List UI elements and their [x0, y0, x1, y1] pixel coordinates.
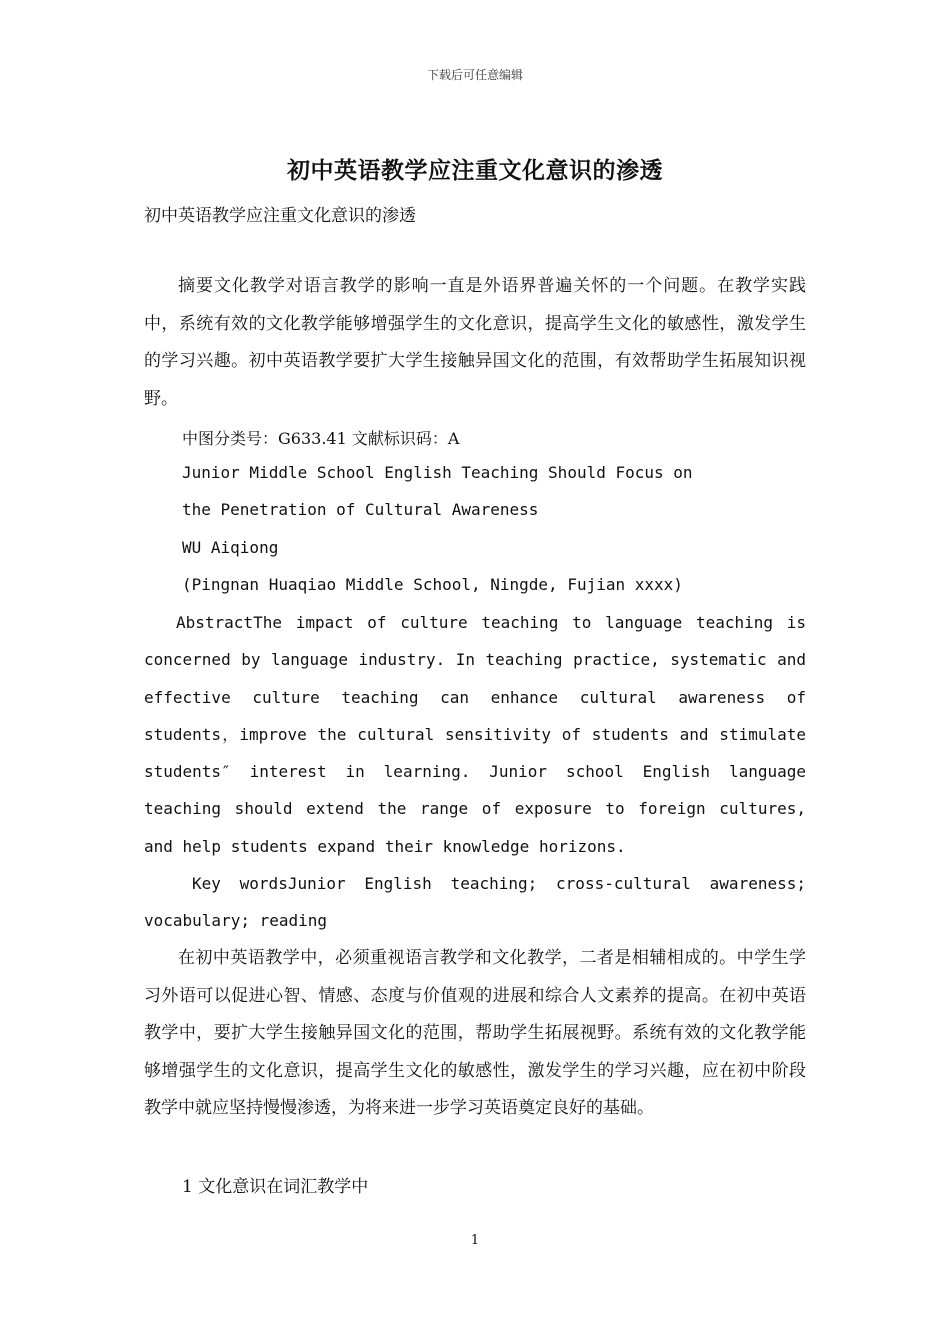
page-number: 1 — [470, 1233, 480, 1248]
section-heading-1: 1 文化意识在词汇教学中 — [182, 1177, 369, 1197]
english-title-line-1: Junior Middle School English Teaching Should Focus on — [182, 463, 693, 482]
abstract-en: AbstractThe impact of culture teaching to language teaching is concerned by language industry. In teaching practice, systematic and effective culture teaching can enhance cultural awareness of students，improve the cultural sensitivity of students and stimulate students″ interest in learning. Junior school English language teaching should extend the range of exposure to foreign cultures, and help students expand their knowledge horizons. — [144, 613, 806, 856]
document-title: 初中英语教学应注重文化意识的渗透 — [287, 157, 663, 184]
keywords-en: Key wordsJunior English teaching; cross-cultural awareness; vocabulary; reading — [144, 874, 806, 931]
body-paragraph-1: 在初中英语教学中，必须重视语言教学和文化教学，二者是相辅相成的。中学生学习外语可以促进心智、情感、态度与价值观的进展和综合人文素养的提高。在初中英语教学中，要扩大学生接触异国文化的范围，帮助学生拓展视野。系统有效的文化教学能够增强学生的文化意识，提高学生文化的敏感性，激发学生的学习兴趣，应在初中阶段教学中就应坚持慢慢渗透，为将来进一步学习英语奠定良好的基础。 — [144, 948, 806, 1119]
classification-line: 中图分类号：G633.41 文献标识码：A — [182, 429, 460, 448]
english-title-line-2: the Penetration of Cultural Awareness — [182, 500, 539, 519]
abstract-cn-block — [144, 268, 806, 418]
header-note: 下载后可任意编辑 — [426, 68, 523, 82]
document-subtitle: 初中英语教学应注重文化意识的渗透 — [144, 206, 416, 226]
author-name: WU Aiqiong — [182, 538, 279, 557]
abstract-cn: 摘要文化教学对语言教学的影响一直是外语界普遍关怀的一个问题。在教学实践中，系统有效的文化教学能够增强学生的文化意识，提高学生文化的敏感性，激发学生的学习兴趣。初中英语教学要扩大学生接触异国文化的范围，有效帮助学生拓展知识视野。 — [144, 276, 806, 409]
body-paragraph-1-block — [144, 940, 806, 1128]
author-affiliation: (Pingnan Huaqiao Middle School, Ningde, Fujian xxxx) — [182, 575, 683, 594]
